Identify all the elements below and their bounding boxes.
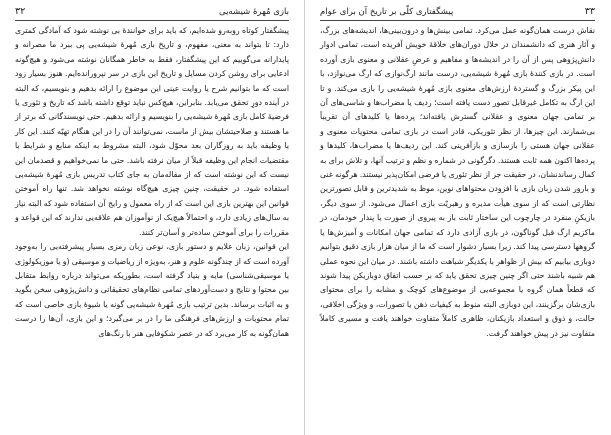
right-page-header xyxy=(320,6,595,21)
right-page xyxy=(305,0,610,435)
left-page-body xyxy=(15,24,289,341)
left-paragraph-2: این قوانین، زبان علایم و دستور بازی، نوعی زبان رمزی بسیار پیشرفته‌یی را به‌وجود آورده است که از چندگونه علوم و هنر، به‌ویژه از ریاضیات و موسیقی (و یا موزیکولوژی یا موسیقی‌شناسی) مایه و بنیاد گرفته است، بطوریکه می‌تواند درباره روابط متقابل بین محتوا و نتایج و دست‌آوردهای تمامی نظام‌های تحقیقاتی و دانش‌پژوهی سخن بگوید و به اثبات برساند. بدین ترتیب بازی مُهرهٔ شیشه‌یی گونه یا شیوهٔ بازی خاصی است که تمام محتویات و ارزش‌های فرهنگی ما را در بر می‌گیرد؛ و این بازی، آن‌ها را درست همان‌گونه به کار می‌برد که در عصر شکوفایی هنر با رنگ‌های xyxy=(15,242,289,338)
left-running-title: بازی مُهرهٔ شیشه‌یی xyxy=(218,7,289,17)
left-page-header xyxy=(15,6,289,21)
left-paragraph-1: پیشگفتار کوتاه روبه‌رو شده‌ایم، که باید برای خوانندهٔ بی نوشته شود که آمادگی کمتری دارد: تا بتواند به معنی، مفهوم، و تاریخ بازی مُهرهٔ شیشه‌یی پی ببرد ما مصرانه و پایدارانه می‌گوییم که این پیشگفتار، فقط به خاطر همگانان نوشته می‌شود و هیچ‌گونه ادعایی برای روشن کردن مسایل و تاریخ این بازی در سر نپرورانده‌ایم. هنوز بسیار زود است که ما بتوانیم شرح یا روایت عینی این موضوع را ارائه بدهیم و بنویسیم، که البته در آینده دورِ تحقق می‌یابد. بنابراین، هیچ‌کس نباید توقع داشته باشد که تاریخ و تئوری یا فرضیهٔ کامل بازی مُهرهٔ شیشه‌یی را بنویسیم و ارائه بدهیم. حتی نویسندگانی که برتر از ما هستند و صلاحیتشان بیش از ماست، نمی‌توانند آن را در این هنگام تهیّه کنند. این کار یا وظیفه باید به روزگاران بعد محوّل شود، البته مشروط به اینکه منابع و شرایط یا مقتضیات انجام این وظیفه قبلاً از میان نرفته باشد. حتی ما نمی‌خواهیم و قصدمان این نیست که این نوشته است که از مقاله‌مان به جای کتاب تدریس بازی مُهرهٔ شیشه‌یی استفاده شود. در حقیقت، چنین چیزی هیچ‌گاه نوشته نخواهد شد. تنها راه آموختن قوانین این بهترین بازی این است که از راه معمول و رایج آن استفاده شود که البته نیاز به سال‌های زیادی دارد، و احتمالاً هیچ‌یک از نوآموزان هم علاقه‌یی ندارند که این قواعد و مقررات را برای آموختن ساده‌تر و آسان‌تر کنند. xyxy=(15,26,289,237)
right-paragraph-1: نقاش درست همان‌گونه عمل می‌کرد. تمامی بینش‌ها و درون‌بینی‌ها، اندیشه‌های بزرگ، و آثار هنری که دانشمندان در خلال دوران‌های خلاقهٔ خویش آفریده است، تمامی ادوار دانش‌پژوهی پس از آن را در اندیشه‌ها و مفاهیم و عرضِ عقلانی و معنوی بازی آورده است. در بازی کنندهٔ بازی مُهرهٔ شیشه‌یی، درست مانند ارگ‌نوازی که ارگ می‌نوازد، با این پیکر بزرگ و گستردهٔ ارزش‌های معنوی بازی مُهرهٔ شیشه‌یی را بازی می‌کند. و تا این ارگ به تکامل غیرقابل تصور دست یافته است؛ ردیف یا مضراب‌ها و شاسی‌های آن بر تمامی جهان معنوی و عقلانی گسترش یافته‌اند؛ پرده‌ها یا کلیدهای آن تقریباً بی‌شمارند. این چیزها، از نظر تئوریکی، قادر است در بازی تمامی محتویات معنوی و عقلانی جهان هستی را بازسازی و بازآفرینی کند. این ردیف‌ها یا مضراب‌ها، کلیدها و پرده‌ها اکنون همه ثابت هستند. دگرگونی در شماره و نظم و ترتیب آنها، و تلاش برای به کمال رساندنشان، در حقیقت جز از نظر تئوری یا فرضی امکان‌پذیر نیستند. هرگونه غنی و بارور شدن زبان بازی با افزودن محتواهای نوین، موظ به شدیدترین و قابل تصورترین نظارتی است که از سوی هیأت مدیره و رهبریّت بازی اعمال می‌شود. از سوی دیگر، بازیکنِ منفرد در چارچوب این ساختار ثابت باز به پیروی از صورت یا پندار خودمان، در ماکزیم ارگ قبل گوناگون، در بازی آزادی دارد که تمامی جهان امکانات و آمیزش‌ها یا گروهها دسترسی پیدا کند. زیرا بسیار دشوار است که ما از میان هزار بازی دقیق بتوانیم دوبازی بیابیم که بیش از ظواهر با یکدیگر شباهت داشته باشند. در میان این نحوه عملی هم شبیه باشند حتی اگر چنین چیزی تحقق یابد که بر حسب اتفاق دوبازیکن پیدا شوند که قطعاً همان گروه یا مجموعه‌یی از موضوع‌های کوچک و مشابه را برای محتوای بازی‌شان برگزینند، این دوبازی البته منوط به کیفیات ذهن یا تصورات، و ویژگی اخلاقی، حالت، و ذوق و استعداد بازیکنان، ظاهری کاملاً متفاوت خواهند یافت و مسیری کاملاً متفاوت نیز در پیش خواهند گرفت. xyxy=(320,26,595,338)
left-page xyxy=(0,0,305,435)
right-running-title: پیشگفتاری کلّی بر تاریخ آن برای عوام xyxy=(320,7,454,17)
right-page-body xyxy=(320,24,595,341)
right-page-number: ۳۳ xyxy=(584,6,595,17)
left-page-number: ۳۲ xyxy=(15,6,26,17)
